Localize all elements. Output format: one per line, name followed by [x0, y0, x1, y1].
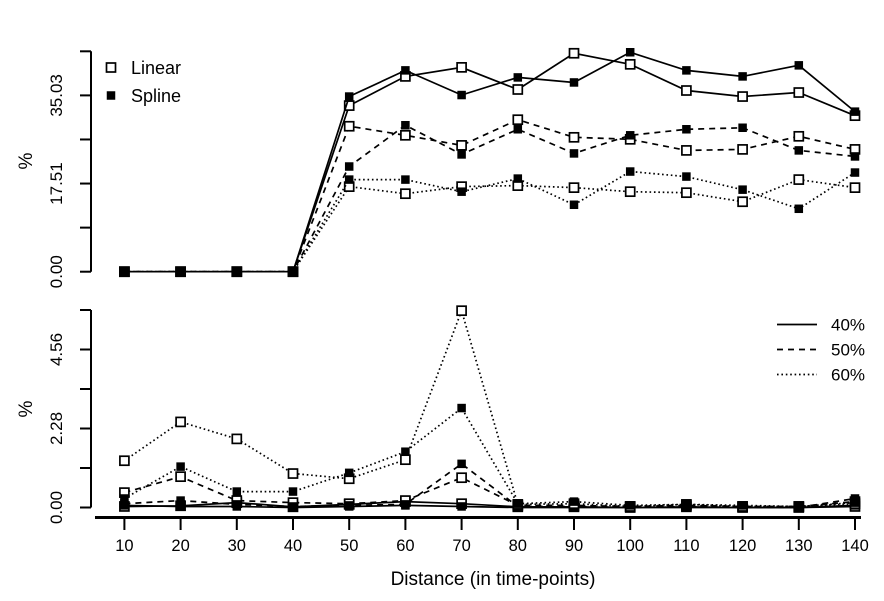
data-point-marker-open-square [570, 49, 579, 58]
data-point-marker-filled-square [514, 499, 523, 508]
data-point-marker-filled-square [176, 462, 185, 471]
data-point-marker-filled-square [345, 469, 354, 478]
x-tick-label: 110 [673, 537, 700, 555]
data-point-marker-filled-square [738, 72, 747, 81]
data-point-marker-open-square [570, 133, 579, 142]
data-point-marker-open-square [401, 189, 410, 198]
data-point-marker-filled-square [233, 487, 242, 496]
data-point-marker-filled-square [682, 500, 691, 509]
data-point-marker-filled-square [289, 502, 298, 511]
data-point-marker-filled-square [514, 125, 523, 133]
data-point-marker-filled-square [851, 152, 860, 161]
legend-label-60%: 60% [831, 365, 866, 385]
data-point-marker-filled-square [120, 494, 128, 503]
x-tick-label: 90 [564, 537, 584, 555]
y-tick-label-bottom: 0.00 [47, 490, 66, 525]
data-point-marker-filled-square [176, 496, 185, 505]
x-tick-label: 50 [340, 537, 359, 555]
data-point-marker-filled-square [457, 187, 466, 196]
data-point-marker-open-square [232, 434, 241, 443]
data-point-marker-open-square [176, 472, 185, 481]
data-point-marker-open-square [626, 60, 635, 69]
data-point-marker-filled-square [795, 205, 804, 214]
data-point-marker-filled-square [851, 498, 860, 507]
data-point-marker-open-square [570, 183, 579, 192]
data-point-marker-open-square [682, 146, 691, 155]
data-point-marker-open-square [289, 469, 298, 478]
legends-layer [107, 58, 866, 385]
data-point-marker-open-square [345, 122, 354, 131]
data-point-marker-open-square [401, 131, 410, 140]
legend-label-40%: 40% [831, 315, 866, 335]
data-point-marker-open-square [794, 175, 803, 184]
legend-label-linear: Linear [131, 58, 182, 78]
data-point-marker-filled-square [457, 91, 466, 100]
x-tick-label: 40 [283, 537, 303, 555]
data-point-marker-filled-square [345, 175, 354, 184]
series-layer [120, 48, 860, 512]
data-point-marker-open-square [457, 141, 466, 150]
data-point-marker-open-square [738, 145, 747, 154]
top-y-axis-label: % [16, 152, 37, 170]
data-point-marker-filled-square [626, 131, 635, 140]
x-axis-title: Distance (in time-points) [390, 569, 596, 590]
x-tick-label: 20 [171, 537, 190, 555]
data-point-marker-filled-square [457, 502, 466, 511]
data-point-marker-open-square [513, 85, 522, 94]
data-point-marker-filled-square [570, 78, 579, 87]
data-point-marker-filled-square [626, 501, 635, 510]
data-point-marker-open-square [738, 197, 747, 206]
x-tick-label: 10 [115, 537, 134, 555]
data-point-marker-filled-square [795, 146, 804, 155]
data-point-marker-open-square [457, 306, 466, 315]
legend-label-spline: Spline [131, 86, 182, 106]
data-point-marker-open-square [513, 115, 522, 124]
data-point-marker-filled-square [514, 73, 523, 82]
bottom-y-axis-label: % [16, 400, 37, 418]
data-point-marker-filled-square [345, 162, 354, 171]
x-tick-label: 80 [508, 537, 527, 555]
data-point-marker-filled-square [682, 66, 691, 75]
legend-label-50%: 50% [831, 340, 866, 360]
data-point-marker-open-square [682, 188, 691, 197]
data-point-marker-filled-square [401, 121, 410, 129]
data-point-marker-filled-square [514, 174, 523, 183]
data-point-marker-filled-square [570, 149, 579, 158]
data-point-marker-open-square [851, 183, 860, 192]
y-tick-label-bottom: 2.28 [47, 411, 66, 446]
y-tick-label-top: 17.51 [47, 162, 66, 205]
data-point-marker-filled-square [176, 267, 185, 276]
data-point-marker-open-square [457, 63, 466, 72]
x-tick-label: 60 [396, 537, 415, 555]
data-point-marker-filled-square [401, 66, 410, 75]
data-point-marker-filled-square [289, 267, 298, 276]
x-tick-label: 30 [227, 537, 246, 555]
data-point-marker-filled-square [457, 404, 466, 413]
data-point-marker-open-square [794, 88, 803, 97]
data-point-marker-open-square [401, 455, 410, 464]
series-line-top-spline-40% [124, 52, 855, 271]
y-tick-label-top: 0.00 [47, 255, 66, 289]
data-point-marker-open-square [682, 86, 691, 95]
data-point-marker-filled-square [795, 61, 804, 70]
data-point-marker-filled-square [401, 500, 410, 509]
data-point-marker-open-square [738, 92, 747, 101]
data-point-marker-filled-square [345, 501, 354, 510]
data-point-marker-open-square [457, 473, 466, 482]
data-point-marker-filled-square [345, 92, 354, 101]
data-point-marker-filled-square [682, 125, 691, 133]
data-point-marker-filled-square [738, 501, 747, 510]
data-point-marker-filled-square [401, 447, 410, 456]
data-point-marker-filled-square [795, 502, 804, 511]
data-point-marker-filled-square [120, 267, 128, 276]
data-point-marker-filled-square [682, 172, 691, 181]
data-point-marker-filled-square [570, 201, 579, 210]
series-line-bottom-linear-60% [124, 311, 855, 507]
data-point-marker-filled-square [289, 487, 298, 496]
data-point-marker-open-square [794, 132, 803, 141]
x-tick-label: 130 [785, 537, 813, 555]
y-tick-label-bottom: 4.56 [47, 332, 66, 367]
data-point-marker-filled-square [851, 168, 860, 177]
x-tick-label: 120 [728, 537, 757, 555]
data-point-marker-filled-square [738, 185, 747, 194]
y-tick-label-top: 35.03 [47, 74, 66, 117]
data-point-marker-open-square [626, 187, 635, 196]
data-point-marker-open-square [176, 417, 185, 426]
data-point-marker-filled-square [851, 107, 860, 116]
data-point-marker-filled-square [457, 460, 466, 469]
data-point-marker-filled-square [626, 48, 635, 57]
data-point-marker-filled-square [233, 500, 242, 509]
x-tick-label: 140 [841, 537, 869, 555]
data-point-marker-open-square [120, 456, 129, 465]
data-point-marker-filled-square [570, 497, 579, 506]
data-point-marker-open-square [107, 63, 116, 72]
data-point-marker-filled-square [401, 175, 410, 184]
x-tick-label: 70 [452, 537, 471, 555]
data-point-marker-filled-square [738, 124, 747, 133]
data-point-marker-filled-square [107, 91, 116, 100]
data-point-marker-filled-square [626, 167, 635, 176]
data-point-marker-filled-square [457, 150, 466, 159]
data-point-marker-filled-square [233, 267, 242, 276]
x-tick-label: 100 [616, 537, 644, 555]
